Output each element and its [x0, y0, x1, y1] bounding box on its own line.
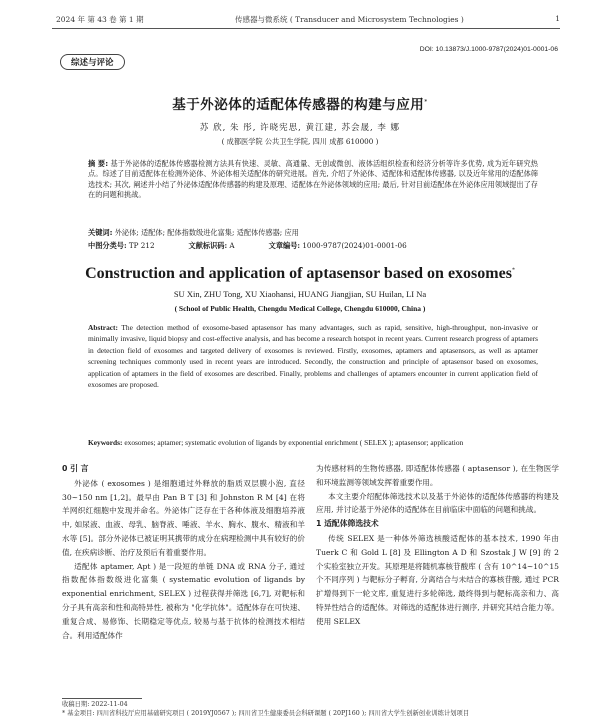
english-abstract-text: The detection method of exosome-based aptasensor has many advantages, such as rapid, sensitive, high-throughput, non-invasive or minimally invasive, liquid biopsy and cost-effective analysis, and has become a research hotspot in recent years. Current research progress of aptamers in detection field of exosomes and targeted delivery of exosomes is reviewed. Firstly, exosomes, aptamers and aptasensors, as well as aptamer screening techniques commonly used in recent years are introduced. Secondly, the construction and principle of aptasensor based on exosomes, application of aptamers in the field of exosomes are described. Finally, problems and challenges of aptamers encounter in current application field of exosomes are proposed.: [88, 323, 538, 390]
journal-name: 传感器与微系统 ( Transducer and Microsystem Technologies ): [234, 15, 464, 24]
chinese-title: [0, 93, 600, 113]
keywords-label: 关键词:: [88, 228, 113, 237]
chinese-affiliation: ( 成都医学院 公共卫生学院, 四川 成都 610000 ): [221, 137, 379, 146]
title-footnote-mark: *: [424, 98, 428, 106]
paragraph: 外泌体 ( exosomes ) 是细胞通过外释放的脂质双层膜小泡, 直径 30~150 nm [1,2]。最早由 Pan B T [3] 和 Johnston R M [4] 在将羊网织红细胞中发现并命名。外泌体广泛存在于各种体液及细胞培养液中, 如尿液、血液、母乳、脑脊液、唾液、羊水、胸水、腹水、精液和羊水等 [5]。部分外泌体已被证明其携带的成分在病理检测中具有较好的价值, 在疾病诊断、治疗及预后有着重要作用。: [62, 478, 305, 557]
received-date: 收稿日期: 2022-11-04: [62, 701, 128, 708]
journal-issue: 2024 年 第 43 卷 第 1 期: [56, 15, 144, 24]
english-abstract-label: Abstract:: [88, 323, 118, 332]
english-keywords-label: Keywords:: [88, 438, 123, 447]
chinese-abstract: [88, 159, 538, 201]
right-column: [316, 462, 559, 629]
english-title: [0, 265, 600, 283]
clc-number: 中图分类号: TP 212: [88, 241, 155, 250]
running-header: [56, 14, 560, 25]
intro-heading: 0 引 言: [62, 464, 89, 473]
left-column: [62, 462, 305, 642]
paragraph: 传统 SELEX 是一种体外筛选核酸适配体的基本技术, 1990 年由 Tuerk C 和 Gold L [8] 及 Ellington A D 和 Szostak J W [9] 的 2 个实验室独立开发。其原理是将随机寡核苷酸库 ( 含有 10^14~10^15 个不同序列 ) 与靶标分子孵育, 分离结合与未结合的寡核苷酸, 通过 PCR 扩增得到下一轮文库, 重复进行多轮筛选, 最终得到与靶标高亲和力、高特异性结合的适配体。对筛选的适配体进行测序, 并研究其结合能力等。使用 SELEX: [316, 533, 559, 626]
paragraph: 本文主要介绍配体筛选技术以及基于外泌体的适配体传感器的构建及应用, 并讨论基于外泌体的适配体在目前临床中面临的问题和挑战。: [316, 491, 559, 515]
section-1-heading: 1 适配体筛选技术: [316, 519, 379, 529]
article-number: 文章编号: 1000-9787(2024)01-0001-06: [268, 241, 407, 250]
classification-meta: [88, 241, 540, 251]
english-affiliation: ( School of Public Health, Chengdu Medical College, Chengdu 610000, China ): [174, 304, 426, 313]
english-title-text: Construction and application of aptasensor based on exosomes: [85, 265, 512, 282]
english-abstract: [88, 322, 538, 390]
english-keywords: [88, 437, 538, 448]
chinese-authors: 苏 欣, 朱 彤, 许晓宪思, 黄江建, 苏会晟, 李 娜: [199, 123, 401, 133]
section-tag: 综述与评论: [60, 54, 125, 70]
funding-note: * 基金项目: 四川省科技厅应用基础研究项目 ( 2019YJ0567 ); 四川省卫生健康委员会科研课题 ( 20PJ160 ); 四川省大学生创新创业训练计划项目: [62, 710, 470, 717]
header-rule: [52, 28, 560, 29]
chinese-keywords: [88, 228, 538, 238]
document-code: 文献标识码: A: [188, 241, 235, 250]
chinese-title-text: 基于外泌体的适配体传感器的构建与应用: [172, 97, 425, 113]
footnote-rule: [62, 698, 142, 699]
english-title-mark: *: [511, 267, 515, 274]
english-keywords-text: exosomes; aptamer; systematic evolution of ligands by exponential enrichment ( SELEX ); aptasensor; application: [124, 438, 464, 447]
abstract-label: 摘 要:: [88, 159, 109, 168]
paragraph: 为传感材料的生物传感器, 即适配体传感器 ( aptasensor ), 在生物医学和环境监测等领域发挥着重要作用。: [316, 464, 559, 487]
doi: DOI: 10.13873/J.1000-9787(2024)01-0001-06: [419, 46, 558, 53]
english-authors: SU Xin, ZHU Tong, XU Xiaohansi, HUANG Jiangjian, SU Huilan, LI Na: [173, 289, 427, 299]
paragraph: 适配体 aptamer, Apt ) 是一段短的单链 DNA 或 RNA 分子, 通过指数配体指数级进化富集 ( systematic evolution of ligands by exponential enrichment, SELEX ) 过程获得并筛选 [6,7], 对靶标和分子具有高亲和性和高特异性, 被称为 "化学抗体"。适配体存在可快速、重复合成、易修饰、长期稳定等优点, 较易与基于抗体的检测技术相结合。利用适配体作: [62, 561, 305, 640]
keywords-text: 外泌体; 适配体; 配体指数级进化富集; 适配体传感器; 应用: [114, 228, 299, 237]
page-number: 1: [555, 14, 560, 23]
abstract-text: 基于外泌体的适配体传感器检测方法具有快速、灵敏、高通量、无创或微创、液体活组织检查和经济分析等许多优势, 成为近年研究热点。综述了目前适配体在检测外泌体、外泌体相关适配体的研究进展。首先, 介绍了外泌体、适配体和适配体传感器, 以及近年常用的适配体筛选技术; 其次, 阐述并小结了外泌体适配体传感器的构建及原理、适配体在外泌体领域的应用; 最后, 针对目前适配体在外泌体应用领域提出了存在的问题和挑战。: [88, 159, 538, 200]
